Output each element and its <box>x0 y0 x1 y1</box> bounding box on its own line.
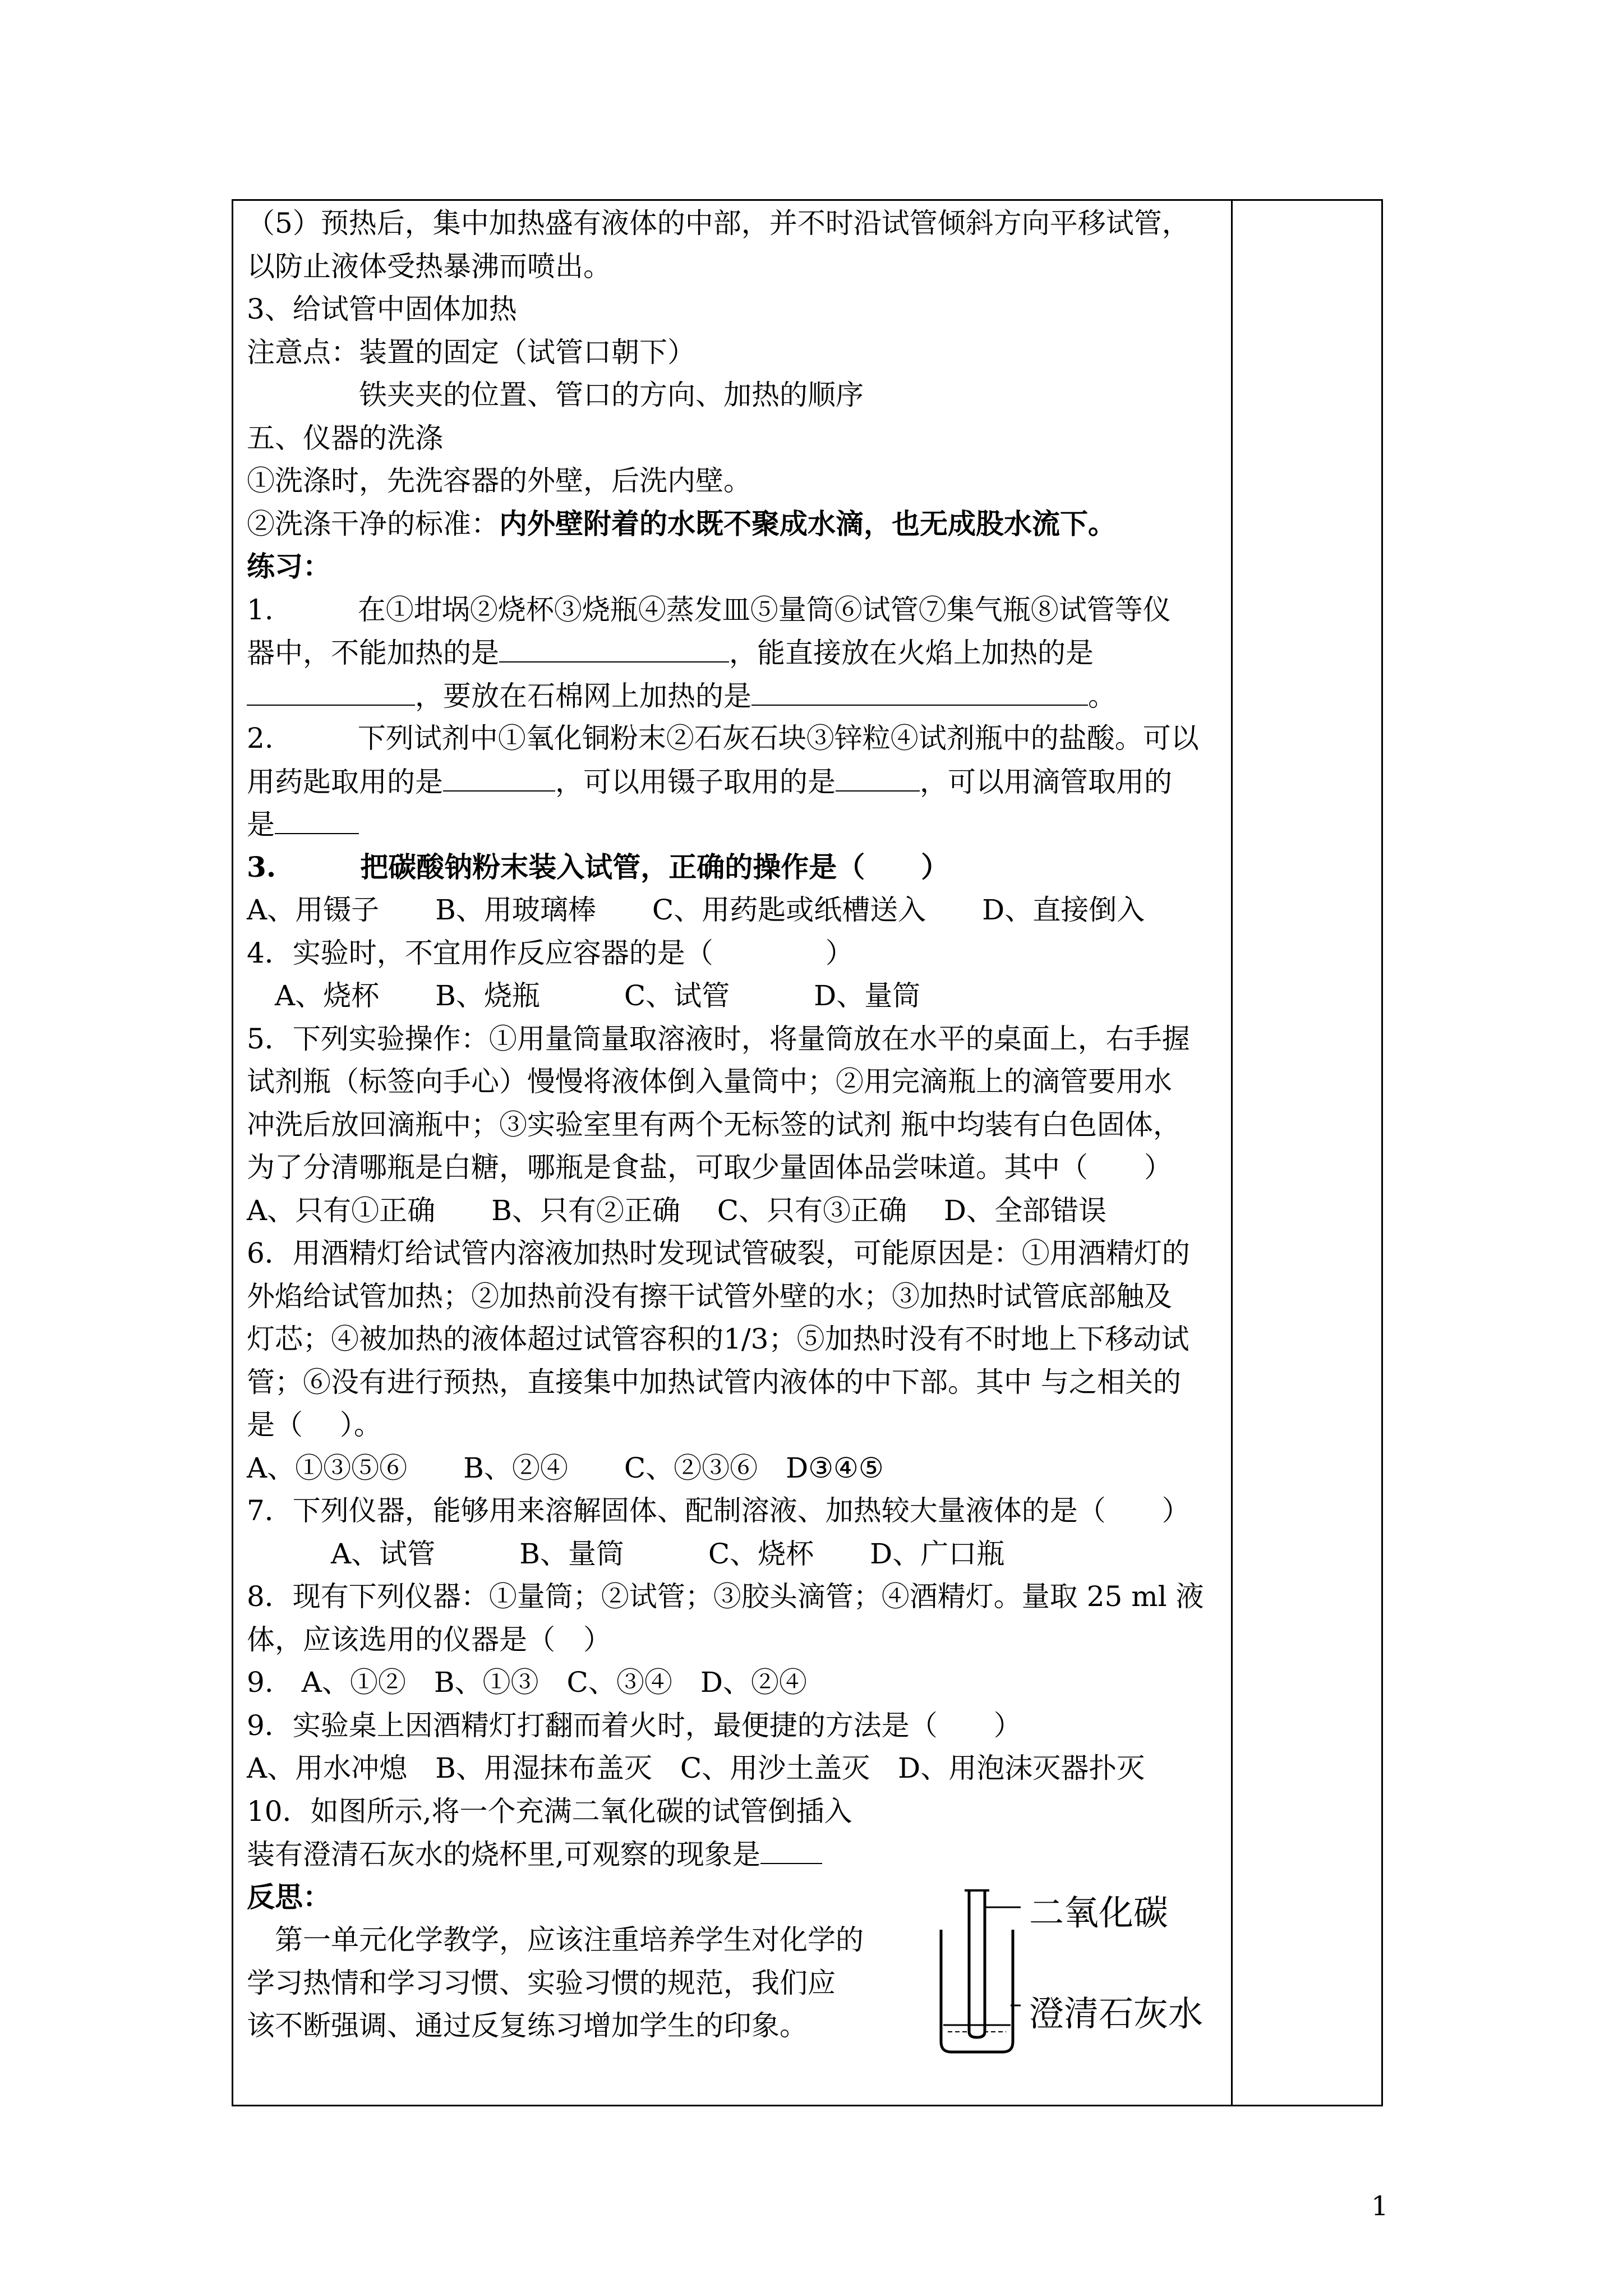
q1-line2 <box>247 631 1228 674</box>
reflection-line: 该不断强调、通过反复练习增加学生的印象。 <box>247 2009 808 2042</box>
test-tube-outline <box>969 1890 985 2037</box>
q7-options: A、试管 B、量筒 C、烧杯 D、广口瓶 <box>247 1537 1005 1570</box>
table-column-divider <box>1231 199 1233 2106</box>
reflection-line: 学习热情和学习习惯、实验习惯的规范，我们应 <box>247 1966 836 1999</box>
section-heading: 3、给试管中固体加热 <box>247 293 517 325</box>
q1-text: 器中，不能加热的是 <box>247 637 499 669</box>
main-content <box>247 202 1228 2047</box>
q2-line1: 2. 下列试剂中①氧化铜粉末②石灰石块③锌粒④试剂瓶中的盐酸。可以 <box>247 722 1199 754</box>
q2-text: 是 <box>247 808 275 841</box>
text-line: 注意点：装置的固定（试管口朝下） <box>247 335 695 369</box>
q4-options: A、烧杯 B、烧瓶 C、试管 D、量筒 <box>247 979 921 1012</box>
section-heading: 五、仪器的洗涤 <box>247 421 443 454</box>
q6-options: A、①③⑤⑥ B、②④ C、②③⑥ D③④⑤ <box>247 1451 884 1484</box>
answer-blank[interactable] <box>275 803 359 834</box>
practice-heading: 练习： <box>247 550 331 583</box>
answer-blank[interactable] <box>760 1833 822 1864</box>
q8-line1: 8．现有下列仪器：①量筒；②试管；③胶头滴管；④酒精灯。量取 25 ml 液 <box>247 1580 1204 1613</box>
q6-line: 外焰给试管加热；②加热前没有擦干试管外壁的水；③加热时试管底部触及 <box>247 1280 1172 1313</box>
q10-line2 <box>247 1833 1228 1876</box>
q5-options: A、只有①正确 B、只有②正确 C、只有③正确 D、全部错误 <box>247 1194 1106 1227</box>
q10-line1: 10．如图所示,将一个充满二氧化碳的试管倒插入 <box>247 1795 852 1828</box>
page-number: 1 <box>1371 2191 1389 2222</box>
q9-stem: 9．实验桌上因酒精灯打翻而着火时，最便捷的方法是（ ） <box>247 1709 1022 1742</box>
text-line: 以防止液体受热暴沸而喷出。 <box>247 250 611 283</box>
cleaning-standard <box>247 503 1228 546</box>
q5-line: 试剂瓶（标签向手心）慢慢将液体倒入量筒中；②用完滴瓶上的滴管要用水 <box>247 1065 1172 1098</box>
q9-options: A、用水冲熄 B、用湿抹布盖灭 C、用沙土盖灭 D、用泡沫灭器扑灭 <box>247 1752 1145 1784</box>
q4-stem: 4．实验时，不宜用作反应容器的是（ ） <box>247 936 854 969</box>
text-line: （5）预热后，集中加热盛有液体的中部，并不时沿试管倾斜方向平移试管， <box>247 207 1190 240</box>
q1-line1: 1. 在①坩埚②烧杯③烧瓶④蒸发皿⑤量筒⑥试管⑦集气瓶⑧试管等仪 <box>247 593 1171 626</box>
answer-blank[interactable] <box>499 631 729 662</box>
figure-label-bottom: 澄清石灰水 <box>1029 1993 1204 2034</box>
q5-line: 冲洗后放回滴瓶中；③实验室里有两个无标签的试剂 瓶中均装有白色固体， <box>247 1108 1181 1141</box>
text-line: 铁夹夹的位置、管口的方向、加热的顺序 <box>247 379 864 411</box>
q1-text: ，能直接放在火焰上加热的是 <box>729 637 1094 669</box>
reflection-heading: 反思： <box>247 1880 331 1913</box>
answer-blank[interactable] <box>836 760 920 792</box>
q1-line3 <box>247 674 1228 717</box>
answer-blank[interactable] <box>247 674 415 706</box>
q10-text: 装有澄清石灰水的烧杯里,可观察的现象是 <box>247 1838 760 1871</box>
answer-blank[interactable] <box>443 760 555 792</box>
q2-line3 <box>247 803 1228 846</box>
text-line: ①洗涤时，先洗容器的外壁，后洗内壁。 <box>247 464 751 497</box>
q7-stem: 7．下列仪器，能够用来溶解固体、配制溶液、加热较大量液体的是（ ） <box>247 1494 1190 1527</box>
q8-line2: 体，应该选用的仪器是（ ） <box>247 1623 611 1656</box>
experiment-figure <box>937 1874 1217 2059</box>
q2-text: ，可以用滴管取用的 <box>920 765 1172 798</box>
q6-line: 灯芯；④被加热的液体超过试管容积的1/3；⑤加热时没有不时地上下移动试 <box>247 1323 1189 1355</box>
q8-options: 9. A、①② B、①③ C、③④ D、②④ <box>247 1666 807 1699</box>
beaker-outline <box>941 1930 1013 2052</box>
q1-text: 。 <box>1088 679 1116 712</box>
q6-line: 管；⑥没有进行预热，直接集中加热试管内液体的中下部。其中 与之相关的 <box>247 1365 1181 1398</box>
q1-text: ，要放在石棉网上加热的是 <box>415 679 751 712</box>
standard-prefix: ②洗涤干净的标准： <box>247 507 499 540</box>
q5-line: 5．下列实验操作：①用量筒量取溶液时，将量筒放在水平的桌面上，右手握 <box>247 1022 1190 1055</box>
answer-blank[interactable] <box>751 674 1088 706</box>
q2-text: ，可以用镊子取用的是 <box>555 765 836 798</box>
q2-line2 <box>247 760 1228 803</box>
q2-text: 用药匙取用的是 <box>247 765 443 798</box>
q3-options: A、用镊子 B、用玻璃棒 C、用药匙或纸槽送入 D、直接倒入 <box>247 894 1145 926</box>
q6-line: 6．用酒精灯给试管内溶液加热时发现试管破裂，可能原因是：①用酒精灯的 <box>247 1237 1190 1269</box>
figure-label-top: 二氧化碳 <box>1029 1892 1169 1933</box>
standard-bold: 内外壁附着的水既不聚成水滴，也无成股水流下。 <box>499 507 1116 540</box>
q5-line: 为了分清哪瓶是白糖，哪瓶是食盐，可取少量固体品尝味道。其中（ ） <box>247 1151 1172 1184</box>
q3-stem: 3. 把碳酸钠粉末装入试管，正确的操作是（ ） <box>247 850 949 884</box>
reflection-line: 第一单元化学教学，应该注重培养学生对化学的 <box>247 1924 864 1956</box>
q6-line: 是（ ）。 <box>247 1409 382 1441</box>
